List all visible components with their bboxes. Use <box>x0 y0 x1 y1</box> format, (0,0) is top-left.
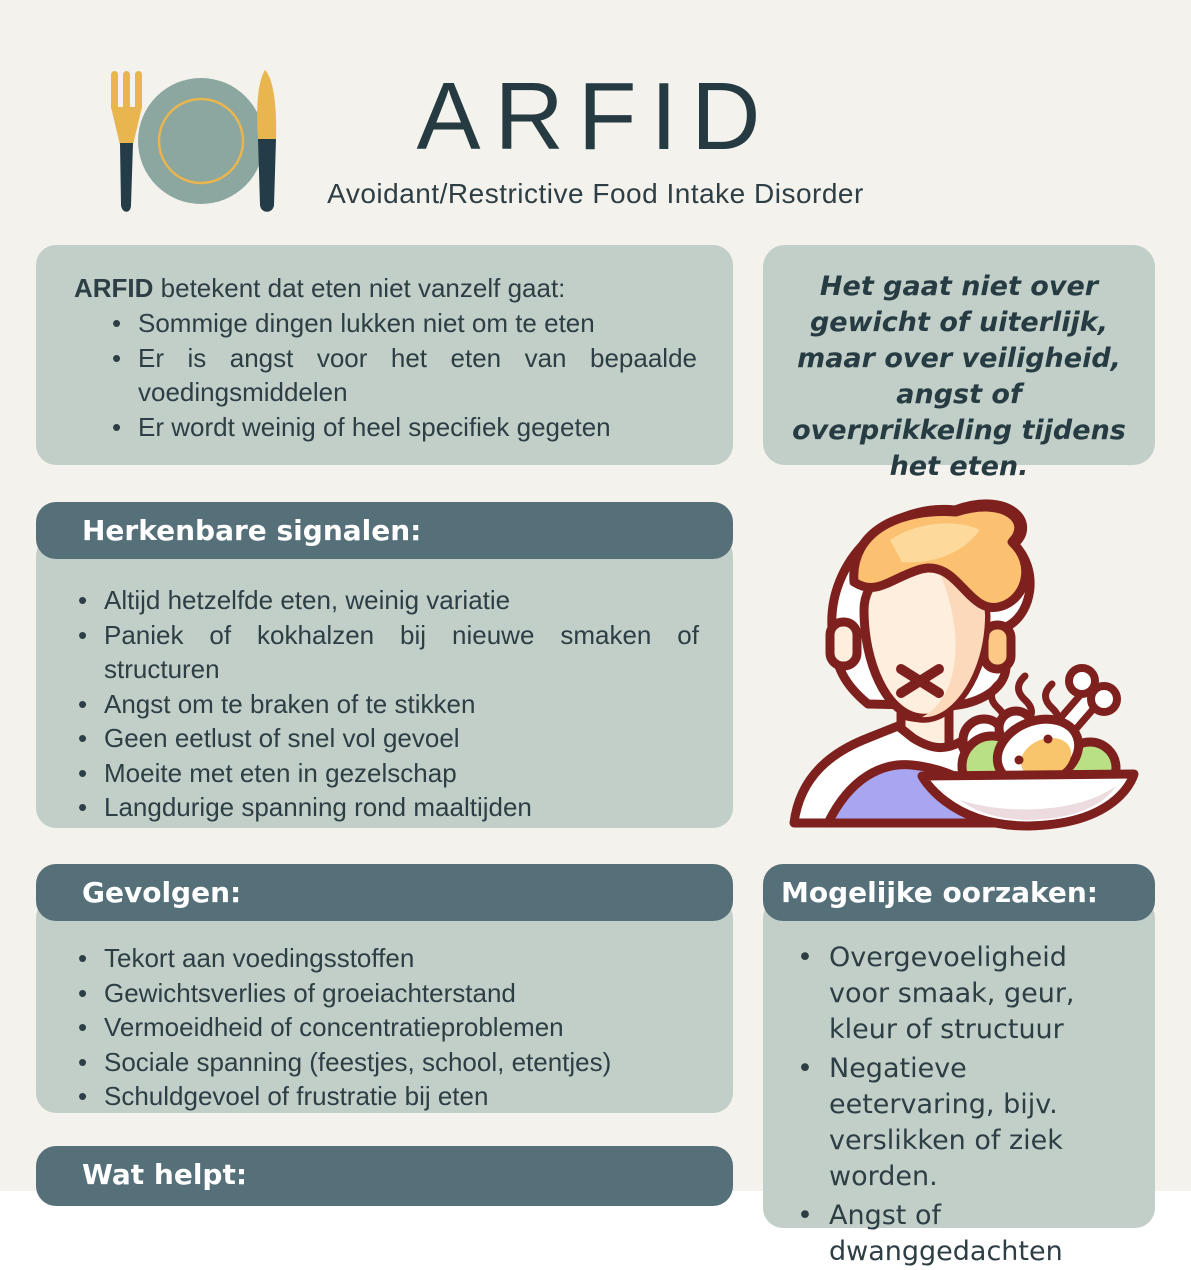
section-header-consequences: Gevolgen: <box>36 864 733 921</box>
list-item: • Er wordt weinig of heel specifiek gegeten <box>108 410 697 445</box>
section-header-helps: Wat helpt: <box>36 1146 733 1206</box>
list-item: • Tekort aan voedingsstoffen <box>74 941 699 976</box>
intro-lead <box>74 271 697 306</box>
section-header-signals: Herkenbare signalen: <box>36 502 733 559</box>
list-item: • Langdurige spanning rond maaltijden <box>74 790 699 825</box>
section-header-causes: Mogelijke oorzaken: <box>763 864 1155 921</box>
list-item: • Overgevoeligheid voor smaak, geur, kleur of structuur <box>791 940 1135 1048</box>
intro-lead-bold: ARFID <box>74 273 154 303</box>
causes-bullet-list <box>791 940 1135 1270</box>
list-item: • Er is angst voor het eten van bepaalde voedingsmiddelen <box>108 341 697 410</box>
list-item: • Geen eetlust of snel vol gevoel <box>74 721 699 756</box>
list-item: • Sommige dingen lukken niet om te eten <box>108 306 697 341</box>
list-item: • Schuldgevoel of frustratie bij eten <box>74 1079 699 1114</box>
list-item: • Altijd hetzelfde eten, weinig variatie <box>74 583 699 618</box>
quote-panel: Het gaat niet over gewicht of uiterlijk, maar over veiligheid, angst of overprikkeling tijdens het eten. <box>763 245 1155 465</box>
list-item: • Moeite met eten in gezelschap <box>74 756 699 791</box>
list-item: • Gewichtsverlies of groeiachterstand <box>74 976 699 1011</box>
list-item: • Angst om te braken of te stikken <box>74 687 699 722</box>
signals-bullet-list <box>74 583 699 825</box>
list-item: • Angst of dwanggedachten <box>791 1198 1135 1270</box>
page-subtitle: Avoidant/Restrictive Food Intake Disorder <box>327 178 864 209</box>
causes-panel <box>763 898 1155 1267</box>
consequences-panel <box>36 898 733 1113</box>
intro-panel <box>36 245 733 465</box>
intro-bullet-list <box>108 306 697 444</box>
list-item: • Sociale spanning (feestjes, school, etentjes) <box>74 1045 699 1080</box>
list-item: • Vermoeidheid of concentratieproblemen <box>74 1010 699 1045</box>
list-item: • Negatieve eetervaring, bijv. verslikken of ziek worden. <box>791 1051 1135 1195</box>
consequences-bullet-list <box>74 941 699 1114</box>
list-item: • Paniek of kokhalzen bij nieuwe smaken of structuren <box>74 618 699 687</box>
page-title: ARFID <box>416 63 775 170</box>
intro-lead-rest: betekent dat eten niet vanzelf gaat: <box>153 273 566 303</box>
ear-left <box>830 622 857 666</box>
person-refusing-food-illustration <box>770 478 1190 848</box>
signals-panel <box>36 536 733 828</box>
